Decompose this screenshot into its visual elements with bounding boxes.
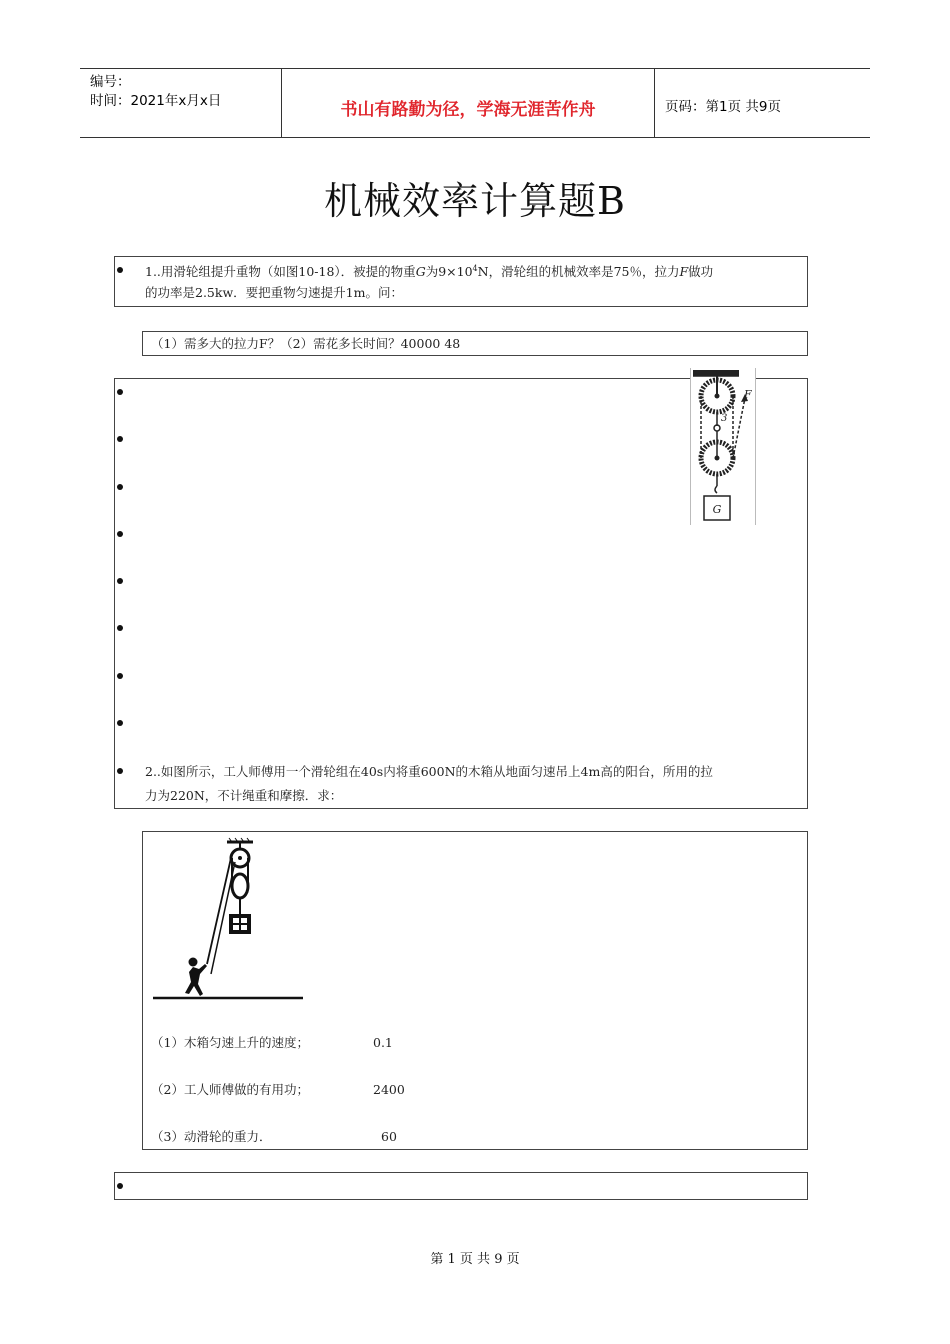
question-1-subquestions bbox=[142, 331, 808, 356]
header-motto: 书山有路勤为径，学海无涯苦作舟 bbox=[340, 100, 596, 120]
bullet bbox=[117, 484, 123, 490]
pulley-figure-1 bbox=[690, 368, 756, 525]
bullet bbox=[117, 625, 123, 631]
worker-pulley-figure bbox=[149, 834, 305, 1004]
bullet bbox=[117, 673, 123, 679]
question-2-line-1: 2..如图所示，工人师傅用一个滑轮组在40s内将重600N的木箱从地面匀速吊上4m高的阳台，所用的拉 bbox=[145, 764, 713, 779]
page-footer: 第 1 页 共 9 页 bbox=[430, 1252, 520, 1267]
answer-2: 2400 bbox=[373, 1082, 405, 1097]
bullet bbox=[117, 531, 123, 537]
date-label: 时间：2021年x月x日 bbox=[90, 93, 222, 109]
bullet bbox=[117, 1183, 123, 1189]
question-2-item-3: （3）动滑轮的重力． 60 bbox=[151, 1125, 271, 1149]
svg-text:F: F bbox=[744, 388, 752, 401]
ceiling-icon bbox=[693, 370, 739, 376]
question-2-item-1: （1）木箱匀速上升的速度； 0.1 bbox=[151, 1031, 309, 1055]
crate-icon bbox=[229, 914, 251, 934]
bullet bbox=[117, 436, 123, 442]
bullet bbox=[117, 720, 123, 726]
answer-1: 0.1 bbox=[373, 1035, 393, 1050]
question-1-line-2: 的功率是2.5kw．要把重物匀速提升1m。问： bbox=[145, 285, 403, 300]
bullet bbox=[117, 768, 123, 774]
worker-icon bbox=[185, 958, 207, 997]
svg-text:3: 3 bbox=[721, 413, 728, 424]
pulley-diagram bbox=[691, 368, 755, 525]
bullet bbox=[117, 267, 123, 273]
answer-3: 60 bbox=[381, 1129, 397, 1144]
header-meta bbox=[90, 73, 221, 111]
question-1-box bbox=[114, 256, 808, 307]
header-divider bbox=[654, 69, 655, 137]
serial-label: 编号： bbox=[90, 74, 131, 90]
question-2-box bbox=[142, 831, 808, 1150]
page-title: 机械效率计算题B bbox=[324, 179, 626, 223]
header-page-info: 页码：第1页 共9页 bbox=[665, 99, 781, 115]
svg-text:G: G bbox=[712, 503, 722, 516]
bullet bbox=[117, 578, 123, 584]
movable-pulley-icon bbox=[232, 874, 248, 898]
question-1-line-1: 1..用滑轮组提升重物（如图10-18）．被提的物重G为$9\times 10^4N$，滑轮组的机械效率是75％，拉力F做功 bbox=[145, 264, 714, 279]
bullet bbox=[117, 389, 123, 395]
question-2-line-2: 力为220N，不计绳重和摩擦．求： bbox=[145, 788, 343, 803]
empty-answer-box bbox=[114, 1172, 808, 1200]
question-2-item-2: （2）工人师傅做的有用功； 2400 bbox=[151, 1078, 309, 1102]
question-1-sub-text: （1）需多大的拉力F？（2）需花多长时间？40000 48 bbox=[151, 336, 461, 351]
page-header bbox=[80, 68, 870, 138]
